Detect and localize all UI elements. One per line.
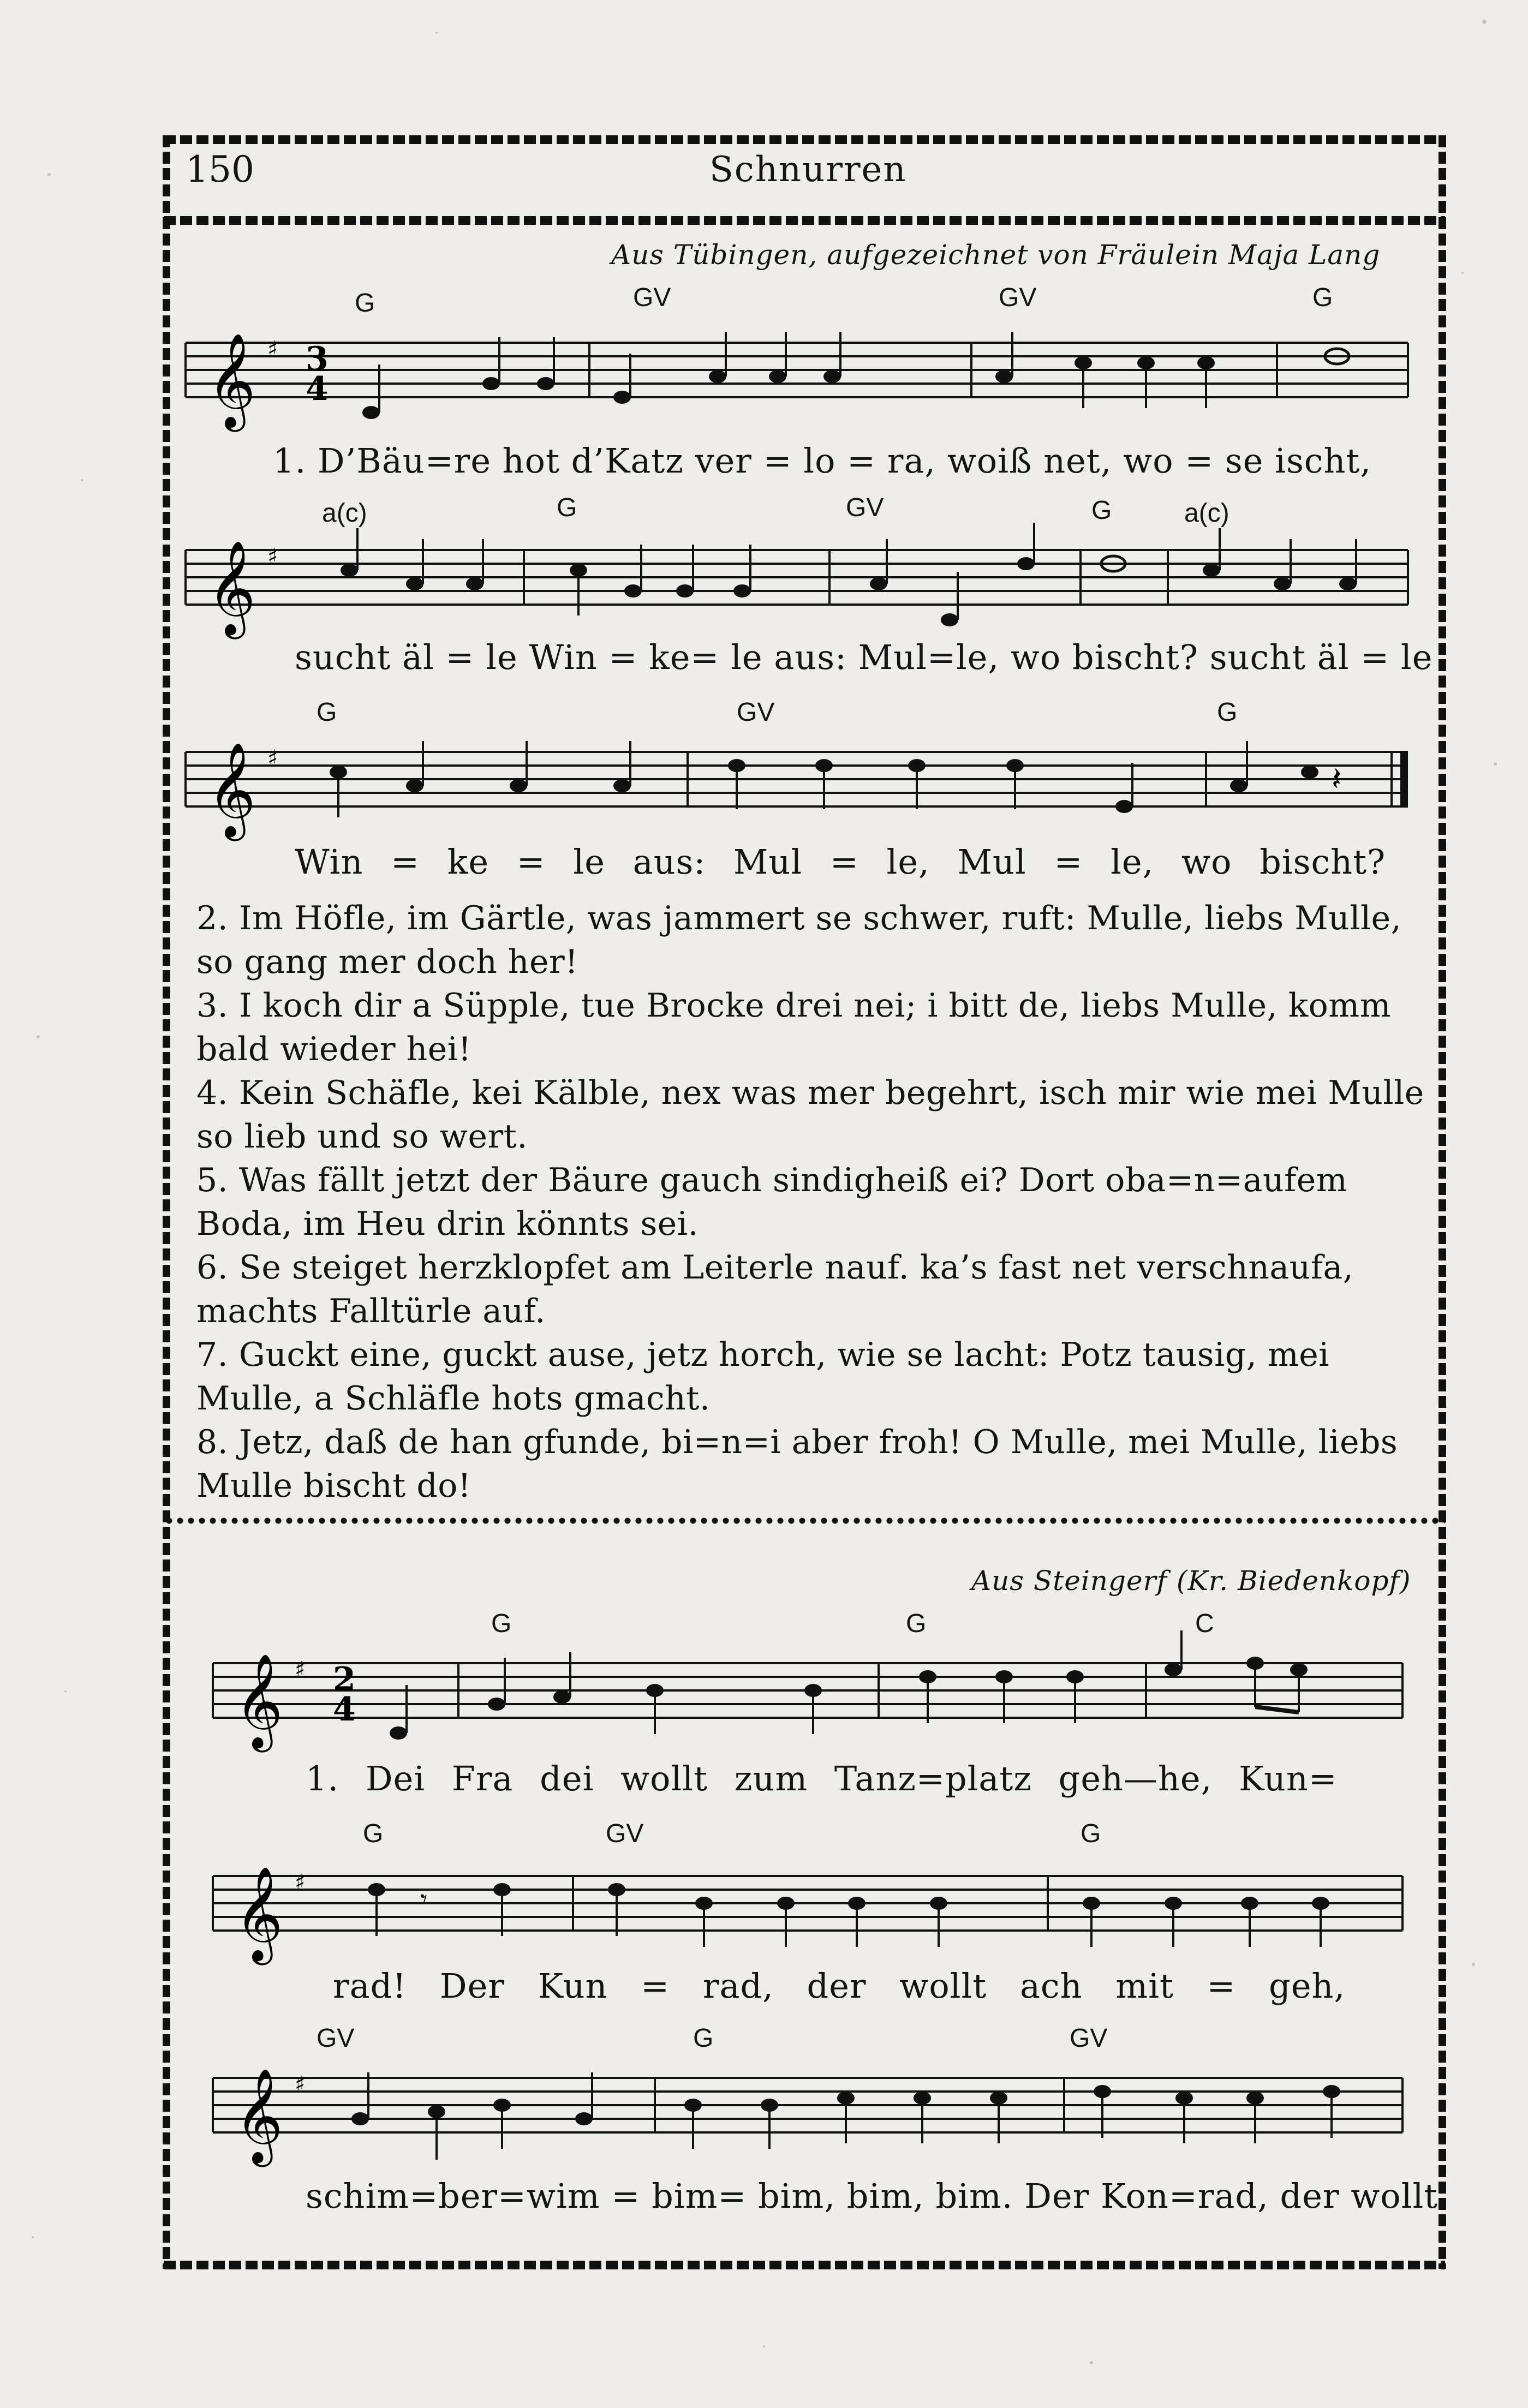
- music-staff: [186, 539, 1413, 650]
- chord: G: [1217, 698, 1238, 727]
- svg-text:♯: ♯: [295, 2072, 306, 2097]
- chord: GV: [606, 1819, 644, 1848]
- chord: G: [1312, 283, 1333, 312]
- right-border: [1439, 135, 1446, 2269]
- song1-credit: Aus Tübingen, aufgezeichnet von Fräulein Maja Lang: [611, 239, 1381, 271]
- time-signature-top: 3: [306, 340, 329, 378]
- lyric-line: 1. Dei Fra dei wollt zum Tanz=platz geh—he, Kun=: [306, 1759, 1338, 1798]
- page-number: 150: [186, 148, 254, 190]
- chord: G: [491, 1609, 512, 1638]
- svg-text:♯: ♯: [295, 1870, 306, 1895]
- music-staff: [186, 332, 1413, 443]
- verse: 6. Se steiget herzklopfet am Leiterle nauf. ka’s fast net verschnaufa, machts Falltürle auf.: [196, 1248, 1354, 1330]
- staff-lines: [186, 741, 1413, 850]
- svg-text:𝄞: 𝄞: [207, 540, 256, 635]
- svg-text:𝄾: 𝄾: [420, 1884, 428, 1915]
- music-staff: [186, 741, 1413, 852]
- lyric-line: schim=ber=wim = bim= bim, bim, bim. Der Kon=rad, der wollt: [306, 2176, 1439, 2216]
- lyric-line: rad! Der Kun = rad, der wollt ach mit = geh,: [333, 1966, 1346, 2006]
- staff-lines: [186, 539, 1413, 648]
- staff-lines: [213, 1854, 1413, 1963]
- chord: G: [363, 1819, 384, 1848]
- time-signature-bottom: 4: [333, 1690, 356, 1729]
- music-staff: [213, 1854, 1413, 1965]
- staff-lines: [213, 1641, 1413, 1750]
- svg-text:♯: ♯: [267, 746, 278, 771]
- chord: GV: [737, 698, 775, 727]
- lyric-line: Win = ke = le aus: Mul = le, Mul = le, wo bischt?: [295, 842, 1386, 882]
- chord: GV: [1070, 2024, 1108, 2053]
- chord: G: [355, 289, 375, 318]
- svg-text:𝄞: 𝄞: [235, 1866, 283, 1961]
- chord: GV: [999, 283, 1037, 312]
- verse: 7. Guckt eine, guckt ause, jetz horch, wie se lacht: Potz tausig, mei Mulle, a Schläfle hots gmacht.: [196, 1336, 1329, 1418]
- chord: C: [1195, 1609, 1214, 1638]
- chord: G: [1081, 1819, 1101, 1848]
- lyric-line: sucht äl = le Win = ke= le aus: Mul=le, wo bischt? sucht äl = le: [295, 637, 1433, 677]
- svg-text:𝄞: 𝄞: [207, 333, 256, 428]
- chord: GV: [317, 2024, 355, 2053]
- verse: 2. Im Höfle, im Gärtle, was jammert se schwer, ruft: Mulle, liebs Mulle, so gang mer doch her!: [196, 899, 1402, 981]
- song2-credit: Aus Steingerf (Kr. Biedenkopf): [971, 1565, 1411, 1597]
- chord: G: [557, 493, 577, 522]
- chord: a(c): [1184, 499, 1229, 528]
- staff-lines: [186, 332, 1413, 441]
- svg-text:♯: ♯: [295, 1657, 306, 1682]
- chord: G: [317, 698, 337, 727]
- svg-text:𝄞: 𝄞: [235, 1653, 283, 1748]
- top-border: [164, 135, 1445, 144]
- staff-lines: [213, 2056, 1413, 2176]
- bottom-border: [164, 2261, 1445, 2269]
- header-rule: [164, 216, 1445, 225]
- svg-text:𝄽: 𝄽: [1332, 760, 1342, 798]
- page-frame: [164, 135, 1445, 2269]
- verse: 8. Jetz, daß de han gfunde, bi=n=i aber froh! O Mulle, mei Mulle, liebs Mulle bischt do!: [196, 1423, 1398, 1505]
- svg-text:𝄞: 𝄞: [235, 2068, 283, 2163]
- svg-text:♯: ♯: [267, 337, 278, 362]
- song-divider: [164, 1517, 1445, 1525]
- time-signature-top: 2: [333, 1660, 356, 1699]
- svg-text:𝄞: 𝄞: [207, 742, 256, 837]
- svg-text:♯: ♯: [267, 544, 278, 569]
- verse: 4. Kein Schäfle, kei Kälble, nex was mer begehrt, isch mir wie mei Mulle so lieb und so wert.: [196, 1074, 1424, 1156]
- chord: G: [906, 1609, 927, 1638]
- page-title: Schnurren: [709, 150, 907, 190]
- chord: G: [1091, 496, 1112, 525]
- left-border: [163, 135, 170, 2269]
- chord: GV: [846, 493, 884, 522]
- time-signature-bottom: 4: [306, 370, 329, 408]
- verse: 3. I koch dir a Süpple, tue Brocke drei nei; i bitt de, liebs Mulle, komm bald wieder hei!: [196, 987, 1391, 1068]
- chord: G: [693, 2024, 714, 2053]
- music-staff: [213, 1641, 1413, 1753]
- music-staff: [213, 2056, 1413, 2178]
- chord: GV: [633, 283, 671, 312]
- verses: [196, 897, 1424, 1508]
- verse: 5. Was fällt jetzt der Bäure gauch sindigheiß ei? Dort oba=n=aufem Boda, im Heu drin könnts sei.: [196, 1161, 1348, 1243]
- lyric-line: 1. D’Bäu=re hot d’Katz ver = lo = ra, woiß net, wo = se ischt,: [273, 441, 1372, 481]
- chord: a(c): [322, 499, 367, 528]
